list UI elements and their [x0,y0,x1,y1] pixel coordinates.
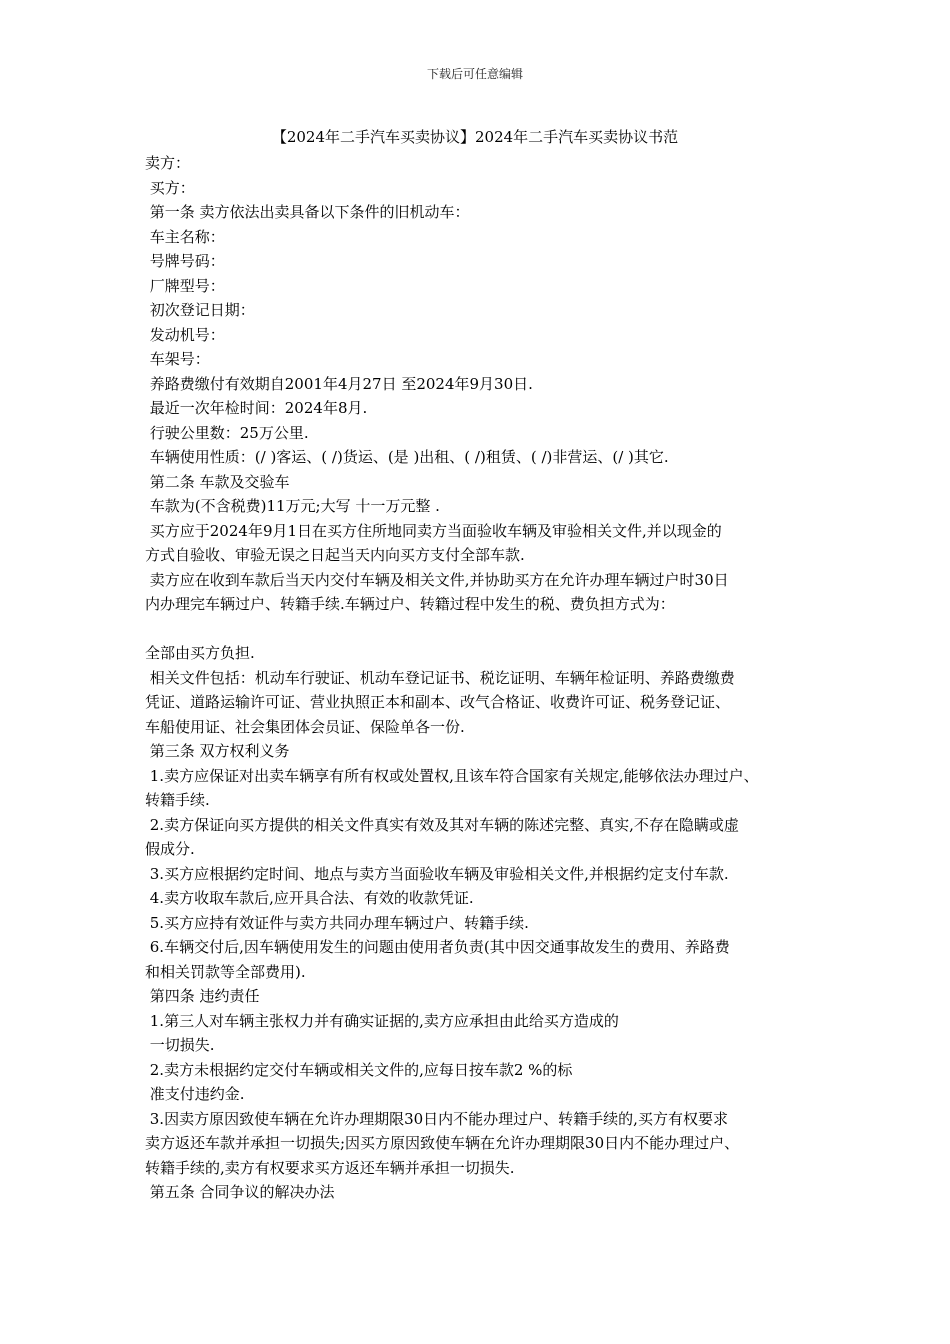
document-line: 车款为(不含税费)11万元;大写 十一万元整 . [145,497,440,515]
document-line: 买方应于2024年9月1日在买方住所地同卖方当面验收车辆及审验相关文件,并以现金的 [145,521,722,540]
document-title: 【2024年二手汽车买卖协议】2024年二手汽车买卖协议书范 [271,128,679,146]
document-line: 初次登记日期： [145,301,255,319]
document-line: 假成分. [145,840,195,858]
document-line: 3.因卖方原因致使车辆在允许办理期限30日内不能办理过户、转籍手续的,买方有权要求 [145,1109,728,1128]
document-line: 号牌号码： [145,252,225,270]
document-line: 最近一次年检时间：2024年8月. [145,399,368,417]
document-line: 卖方： [145,154,191,172]
document-line: 1.第三人对车辆主张权力并有确实证据的,卖方应承担由此给买方造成的 [145,1011,619,1030]
document-line: 厂牌型号： [145,276,225,295]
document-line: 车辆使用性质：(/ )客运、( /)货运、(是 )出租、( /)租赁、( /)非营运、(/ )其它. [145,448,669,466]
document-line: 第一条 卖方依法出卖具备以下条件的旧机动车： [145,203,470,221]
document-line: 2.卖方未根据约定交付车辆或相关文件的,应每日按车款2 %的标 [145,1060,573,1079]
document-line: 2.卖方保证向买方提供的相关文件真实有效及其对车辆的陈述完整、真实,不存在隐瞒或虚 [145,815,739,834]
document-body [145,151,825,1205]
document-line: 和相关罚款等全部费用). [145,962,306,981]
document-line: 准支付违约金. [145,1085,245,1103]
document-line: 一切损失. [145,1036,215,1054]
page-header-note: 下载后可任意编辑 [426,67,523,81]
document-line: 卖方返还车款并承担一切损失;因买方原因致使车辆在允许办理期限30日内不能办理过户、 [145,1134,740,1152]
document-line: 第二条 车款及交验车 [145,472,290,491]
document-line: 第四条 违约责任 [145,987,260,1005]
document-line: 卖方应在收到车款后当天内交付车辆及相关文件,并协助买方在允许办理车辆过户时30日 [145,570,729,589]
document-line: 转籍手续. [145,791,210,809]
document-line: 5.买方应持有效证件与卖方共同办理车辆过户、转籍手续. [145,913,529,932]
document-line: 4.卖方收取车款后,应开具合法、有效的收款凭证. [145,889,474,907]
document-line: 发动机号： [145,325,225,344]
document-line: 养路费缴付有效期自2001年4月27日 至2024年9月30日. [145,374,533,393]
document-line: 行驶公里数：25万公里. [145,423,309,442]
document-line: 车主名称： [145,227,225,246]
document-line: 车船使用证、社会集团体会员证、保险单各一份. [145,717,465,736]
document-line: 全部由买方负担. [145,644,255,662]
document-line: 买方： [145,178,195,197]
document-line: 第三条 双方权利义务 [145,742,290,760]
document-line: 1.卖方应保证对出卖车辆享有所有权或处置权,且该车符合国家有关规定,能够依法办理过户、 [145,766,759,785]
document-line: 相关文件包括：机动车行驶证、机动车登记证书、税讫证明、车辆年检证明、养路费缴费 [145,668,735,687]
document-line: 6.车辆交付后,因车辆使用发生的问题由使用者负责(其中因交通事故发生的费用、养路费 [145,938,730,956]
document-line: 内办理完车辆过户、转籍手续.车辆过户、转籍过程中发生的税、费负担方式为： [145,595,675,613]
document-line [145,617,825,642]
document-line: 3.买方应根据约定时间、地点与卖方当面验收车辆及审验相关文件,并根据约定支付车款. [145,864,729,883]
document-line: 转籍手续的,卖方有权要求买方返还车辆并承担一切损失. [145,1158,515,1177]
document-line: 车架号： [145,350,210,368]
document-line: 方式自验收、审验无误之日起当天内向买方支付全部车款. [145,546,525,564]
document-line: 凭证、道路运输许可证、营业执照正本和副本、改气合格证、收费许可证、税务登记证、 [145,693,731,711]
document-line: 第五条 合同争议的解决办法 [145,1183,335,1201]
